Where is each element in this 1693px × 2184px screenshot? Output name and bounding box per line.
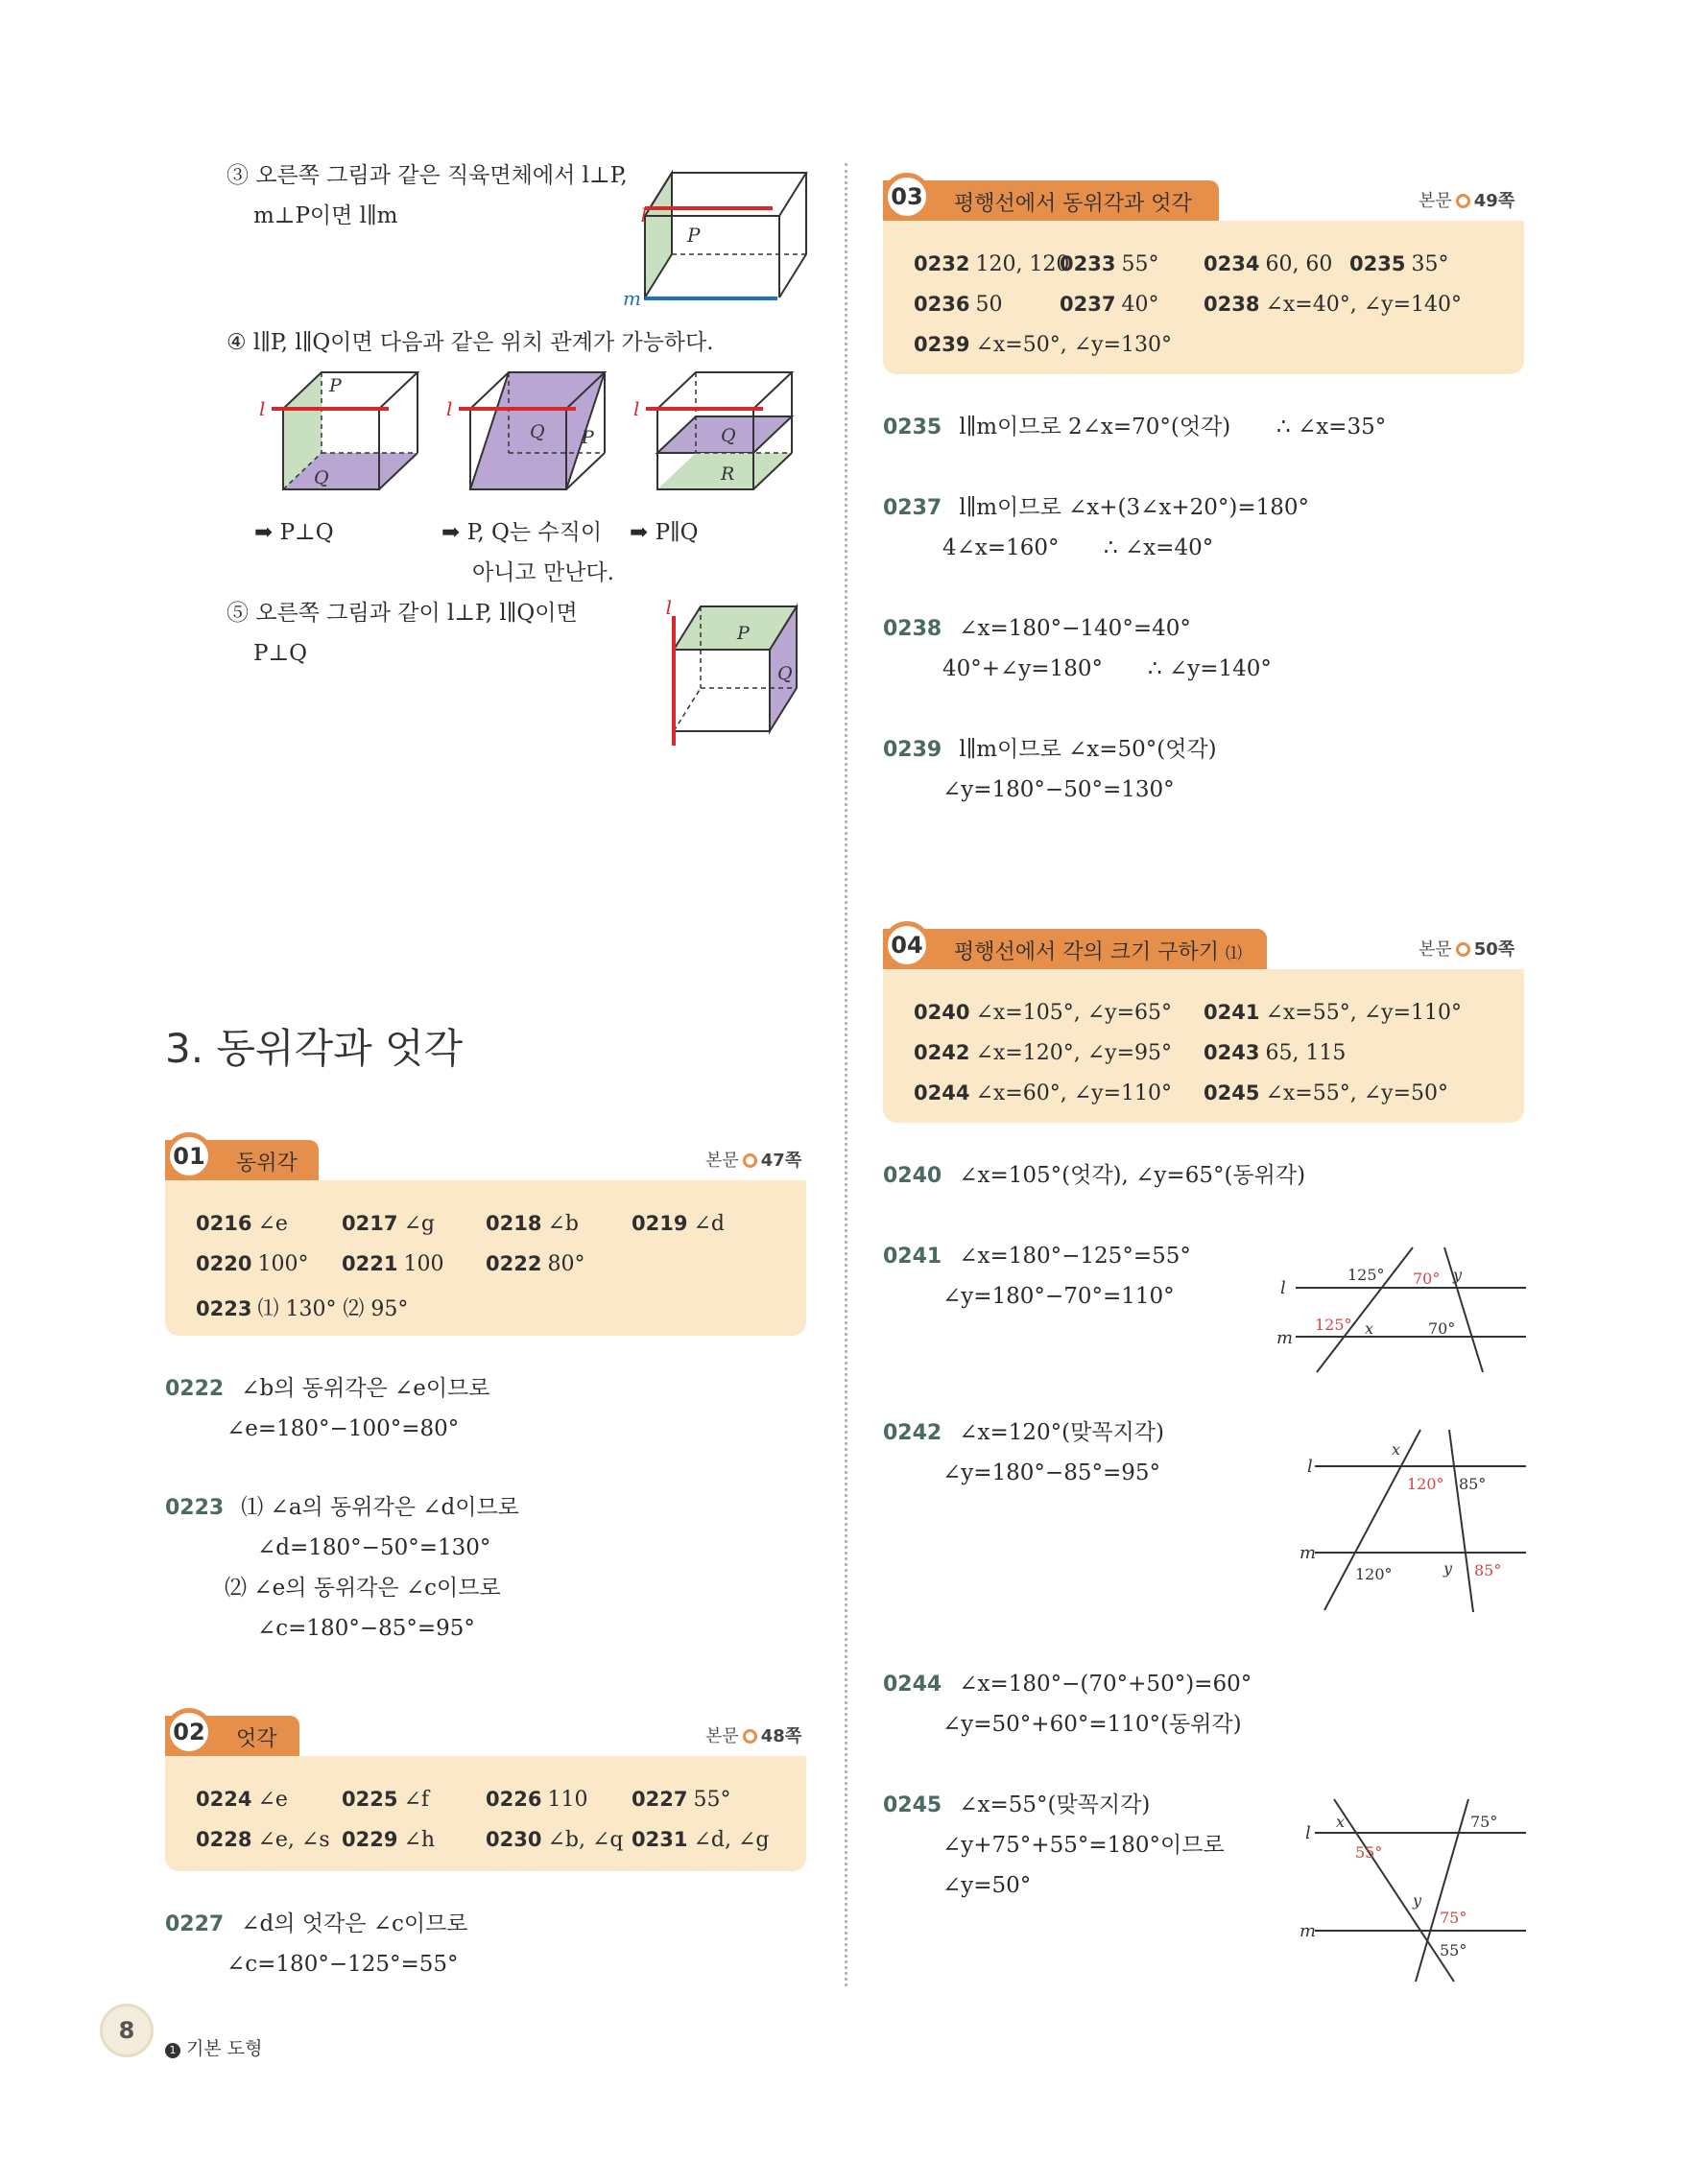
solution-0239: 0239 l∥m이므로 ∠x=50°(엇각) [883, 737, 1217, 762]
answer-0220: 0220 100° [196, 1252, 309, 1276]
section-01-header [165, 1132, 319, 1180]
label-l: l [640, 203, 647, 226]
page-number: 8 [100, 2004, 154, 2057]
parallel-lines-figure-0242 [1286, 1420, 1536, 1622]
solution-0227-line2: ∠c=180°−125°=55° [227, 1952, 459, 1977]
cube-case3 [629, 365, 801, 509]
answer-0217: 0217 ∠g [342, 1212, 435, 1236]
solution-0222-line2: ∠e=180°−100°=80° [227, 1416, 460, 1441]
solution-0223-line4: ∠c=180°−85°=95° [257, 1616, 475, 1641]
answer-0219: 0219 ∠d [632, 1212, 725, 1236]
svg-text:55°: 55° [1440, 1941, 1467, 1959]
svg-text:70°: 70° [1428, 1319, 1456, 1338]
solution-0235-conclusion: ∴ ∠x=35° [1276, 415, 1387, 439]
svg-text:75°: 75° [1470, 1813, 1498, 1831]
solution-0238-line2: 40°+∠y=180° [942, 656, 1103, 681]
answer-0242: 0242 ∠x=120°, ∠y=95° [914, 1041, 1172, 1065]
svg-text:y: y [1443, 1559, 1453, 1578]
section-number: 03 [883, 173, 931, 221]
section-03-page-ref: 본문 49쪽 [1419, 191, 1515, 211]
section-04-header [883, 921, 1267, 969]
solution-0237: 0237 l∥m이므로 ∠x+(3∠x+20°)=180° [883, 495, 1310, 520]
section-title: 동위각 [236, 1151, 298, 1175]
answer-0241: 0241 ∠x=55°, ∠y=110° [1204, 1001, 1462, 1025]
answer-0236: 0236 50 [914, 293, 1003, 317]
answer-0239: 0239 ∠x=50°, ∠y=130° [914, 333, 1172, 357]
svg-text:P: P [329, 375, 342, 396]
svg-text:85°: 85° [1459, 1475, 1487, 1493]
answer-0216: 0216 ∠e [196, 1212, 288, 1236]
answer-0230: 0230 ∠b, ∠q [486, 1828, 624, 1852]
cube-case1 [254, 365, 427, 509]
solution-0241-line2: ∠y=180°−70°=110° [942, 1284, 1175, 1309]
cuboid-figure-item3 [623, 163, 825, 317]
section-02-page-ref: 본문 48쪽 [705, 1726, 802, 1746]
svg-text:P: P [582, 427, 594, 448]
cube-case2 [441, 365, 614, 509]
arrow-circle-icon [743, 1729, 757, 1744]
svg-text:125°: 125° [1315, 1316, 1352, 1334]
svg-text:m: m [1276, 1328, 1294, 1348]
cuboid-figure-item5 [662, 597, 835, 750]
answer-0231: 0231 ∠d, ∠g [632, 1828, 770, 1852]
svg-text:Q: Q [777, 663, 793, 684]
section-03-header [883, 173, 1219, 221]
solution-0222: 0222 ∠b의 동위각은 ∠e이므로 [165, 1376, 490, 1401]
svg-text:Q: Q [530, 421, 545, 442]
answer-0243: 0243 65, 115 [1204, 1041, 1347, 1065]
answer-0222: 0222 80° [486, 1252, 585, 1276]
answer-0225: 0225 ∠f [342, 1788, 430, 1812]
chapter-number-icon: 1 [165, 2043, 180, 2058]
section-02-header [165, 1708, 299, 1756]
item4-line: ④ l∥P, l∥Q이면 다음과 같은 위치 관계가 가능하다. [227, 330, 714, 355]
svg-text:x: x [1365, 1319, 1374, 1338]
column-divider [845, 163, 847, 1986]
svg-text:l: l [1307, 1457, 1313, 1477]
solution-0237-conclusion: ∴ ∠x=40° [1104, 535, 1214, 560]
answer-0224: 0224 ∠e [196, 1788, 288, 1812]
svg-text:Q: Q [314, 467, 329, 488]
solution-0237-line2: 4∠x=160° [942, 535, 1060, 560]
solution-0244: 0244 ∠x=180°−(70°+50°)=60° [883, 1672, 1252, 1697]
answer-0232: 0232 120, 120 [914, 252, 1070, 276]
answer-0221: 0221 100 [342, 1252, 444, 1276]
case2-text2: 아니고 만난다. [472, 560, 614, 585]
solution-0245: 0245 ∠x=55°(맞꼭지각) [883, 1792, 1151, 1817]
section-number: 04 [883, 921, 931, 969]
svg-text:m: m [1300, 1543, 1317, 1563]
svg-text:R: R [721, 463, 735, 485]
section-04-page-ref: 본문 50쪽 [1419, 939, 1515, 960]
answer-0244: 0244 ∠x=60°, ∠y=110° [914, 1081, 1172, 1105]
svg-text:m: m [1300, 1921, 1317, 1941]
svg-text:70°: 70° [1413, 1270, 1441, 1288]
svg-text:75°: 75° [1440, 1909, 1467, 1927]
solution-0223-line3: ⑵ ∠e의 동위각은 ∠c이므로 [225, 1576, 501, 1601]
svg-text:85°: 85° [1474, 1561, 1502, 1579]
solution-0223-line2: ∠d=180°−50°=130° [257, 1535, 491, 1560]
answer-0229: 0229 ∠h [342, 1828, 436, 1852]
case3-text: ➡ P∥Q [630, 520, 699, 545]
svg-text:l: l [1280, 1278, 1286, 1298]
solution-0245-line2: ∠y+75°+55°=180°이므로 [942, 1833, 1225, 1858]
answer-0245: 0245 ∠x=55°, ∠y=50° [1204, 1081, 1448, 1105]
answer-0237: 0237 40° [1060, 293, 1159, 317]
svg-text:l: l [665, 596, 672, 619]
svg-text:55°: 55° [1355, 1843, 1383, 1862]
solution-0242-line2: ∠y=180°−85°=95° [942, 1460, 1161, 1485]
svg-text:120°: 120° [1407, 1475, 1444, 1493]
arrow-circle-icon [1456, 942, 1470, 957]
svg-text:125°: 125° [1347, 1266, 1385, 1284]
solution-0223: 0223 ⑴ ∠a의 동위각은 ∠d이므로 [165, 1495, 519, 1520]
item5-line2: P⊥Q [253, 641, 307, 666]
arrow-circle-icon [1456, 194, 1470, 208]
chapter-section-title: 3. 동위각과 엇각 [165, 1025, 464, 1072]
solution-0238: 0238 ∠x=180°−140°=40° [883, 616, 1191, 641]
svg-text:y: y [1413, 1891, 1422, 1910]
svg-text:Q: Q [721, 425, 736, 446]
solution-0245-line3: ∠y=50° [942, 1873, 1032, 1898]
section-number: 01 [165, 1132, 213, 1180]
svg-text:P: P [737, 623, 750, 644]
section-title: 평행선에서 각의 크기 구하기 ⑴ [954, 940, 1243, 964]
solution-0239-line2: ∠y=180°−50°=130° [942, 777, 1175, 802]
svg-text:l: l [633, 397, 640, 420]
solution-0235: 0235 l∥m이므로 2∠x=70°(엇각) [883, 415, 1231, 439]
item3-line1: ③ 오른쪽 그림과 같은 직육면체에서 l⊥P, [227, 163, 628, 188]
parallel-lines-figure-0241 [1276, 1238, 1536, 1382]
item5-line1: ⑤ 오른쪽 그림과 같이 l⊥P, l∥Q이면 [227, 601, 578, 626]
solution-0244-line2: ∠y=50°+60°=110°(동위각) [942, 1712, 1242, 1737]
svg-text:l: l [446, 397, 453, 420]
svg-text:l: l [259, 397, 266, 420]
section-02-answer-box [165, 1756, 806, 1871]
item3-line2: m⊥P이면 l∥m [253, 203, 398, 228]
svg-text:120°: 120° [1355, 1565, 1393, 1583]
section-title: 평행선에서 동위각과 엇각 [954, 192, 1192, 216]
svg-text:y: y [1453, 1266, 1463, 1284]
case1-text: ➡ P⊥Q [254, 520, 334, 545]
answer-0235: 0235 35° [1349, 252, 1449, 276]
solution-0241: 0241 ∠x=180°−125°=55° [883, 1244, 1191, 1269]
label-p: P [687, 224, 701, 247]
case2-text1: ➡ P, Q는 수직이 [441, 520, 603, 545]
answer-0238: 0238 ∠x=40°, ∠y=140° [1204, 293, 1462, 317]
solution-0242: 0242 ∠x=120°(맞꼭지각) [883, 1420, 1164, 1445]
chapter-label: 1 기본 도형 [165, 2034, 262, 2060]
solution-0227: 0227 ∠d의 엇각은 ∠c이므로 [165, 1911, 468, 1936]
arrow-circle-icon [743, 1153, 757, 1168]
label-m: m [623, 287, 641, 310]
section-title: 엇각 [236, 1727, 277, 1751]
answer-0233: 0233 55° [1060, 252, 1159, 276]
answer-0234: 0234 60, 60 [1204, 252, 1333, 276]
svg-text:x: x [1392, 1440, 1401, 1459]
solution-0240: 0240 ∠x=105°(엇각), ∠y=65°(동위각) [883, 1163, 1306, 1188]
svg-text:l: l [1305, 1823, 1311, 1843]
answer-0240: 0240 ∠x=105°, ∠y=65° [914, 1001, 1172, 1025]
section-number: 02 [165, 1708, 213, 1756]
parallel-lines-figure-0245 [1286, 1785, 1536, 1996]
answer-0227: 0227 55° [632, 1788, 731, 1812]
answer-0228: 0228 ∠e, ∠s [196, 1828, 330, 1852]
answer-0218: 0218 ∠b [486, 1212, 579, 1236]
section-01-page-ref: 본문 47쪽 [705, 1151, 802, 1171]
svg-text:x: x [1336, 1813, 1346, 1831]
answer-0226: 0226 110 [486, 1788, 588, 1812]
solution-0238-conclusion: ∴ ∠y=140° [1148, 656, 1272, 681]
answer-0223: 0223 ⑴ 130° ⑵ 95° [196, 1297, 409, 1321]
